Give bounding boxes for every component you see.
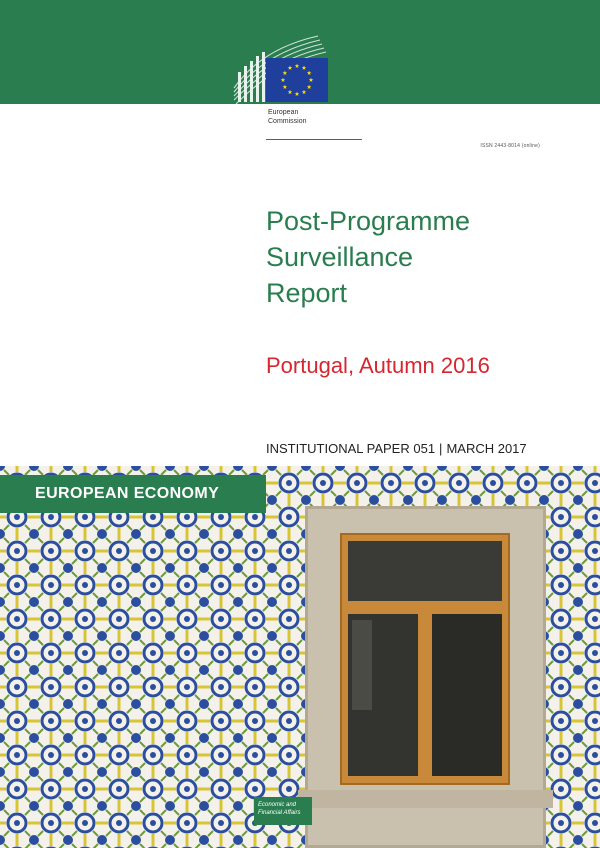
logo-line-european: European — [268, 109, 299, 116]
title-line-1: Post-Programme — [266, 206, 471, 236]
series-label-bar — [0, 475, 266, 513]
issn-number: ISSN 2443-8014 (online) — [480, 143, 540, 149]
directorate-label — [254, 797, 312, 825]
logo-wordmark — [268, 108, 307, 126]
window-pane-top — [348, 541, 502, 601]
paper-separator: | — [439, 441, 443, 456]
title-line-2: Surveillance — [266, 242, 414, 272]
logo-line-commission: Commission — [268, 118, 307, 125]
window-sill — [298, 790, 553, 808]
dg-line-2: Financial Affairs — [258, 810, 301, 816]
window-glass-reflection — [352, 620, 372, 710]
title-line-3: Report — [266, 278, 348, 308]
dg-line-1: Economic and — [258, 802, 297, 808]
logo-underline — [266, 139, 362, 140]
window-pane-bottom-right — [432, 614, 502, 776]
series-label: EUROPEAN ECONOMY — [35, 485, 220, 502]
report-subtitle: Portugal, Autumn 2016 — [266, 353, 490, 378]
eu-flag-icon — [266, 58, 328, 102]
paper-reference — [266, 441, 527, 457]
paper-number: INSTITUTIONAL PAPER 051 — [266, 441, 436, 456]
report-title — [266, 203, 586, 311]
european-commission-logo — [228, 28, 332, 138]
paper-date: MARCH 2017 — [446, 441, 527, 456]
